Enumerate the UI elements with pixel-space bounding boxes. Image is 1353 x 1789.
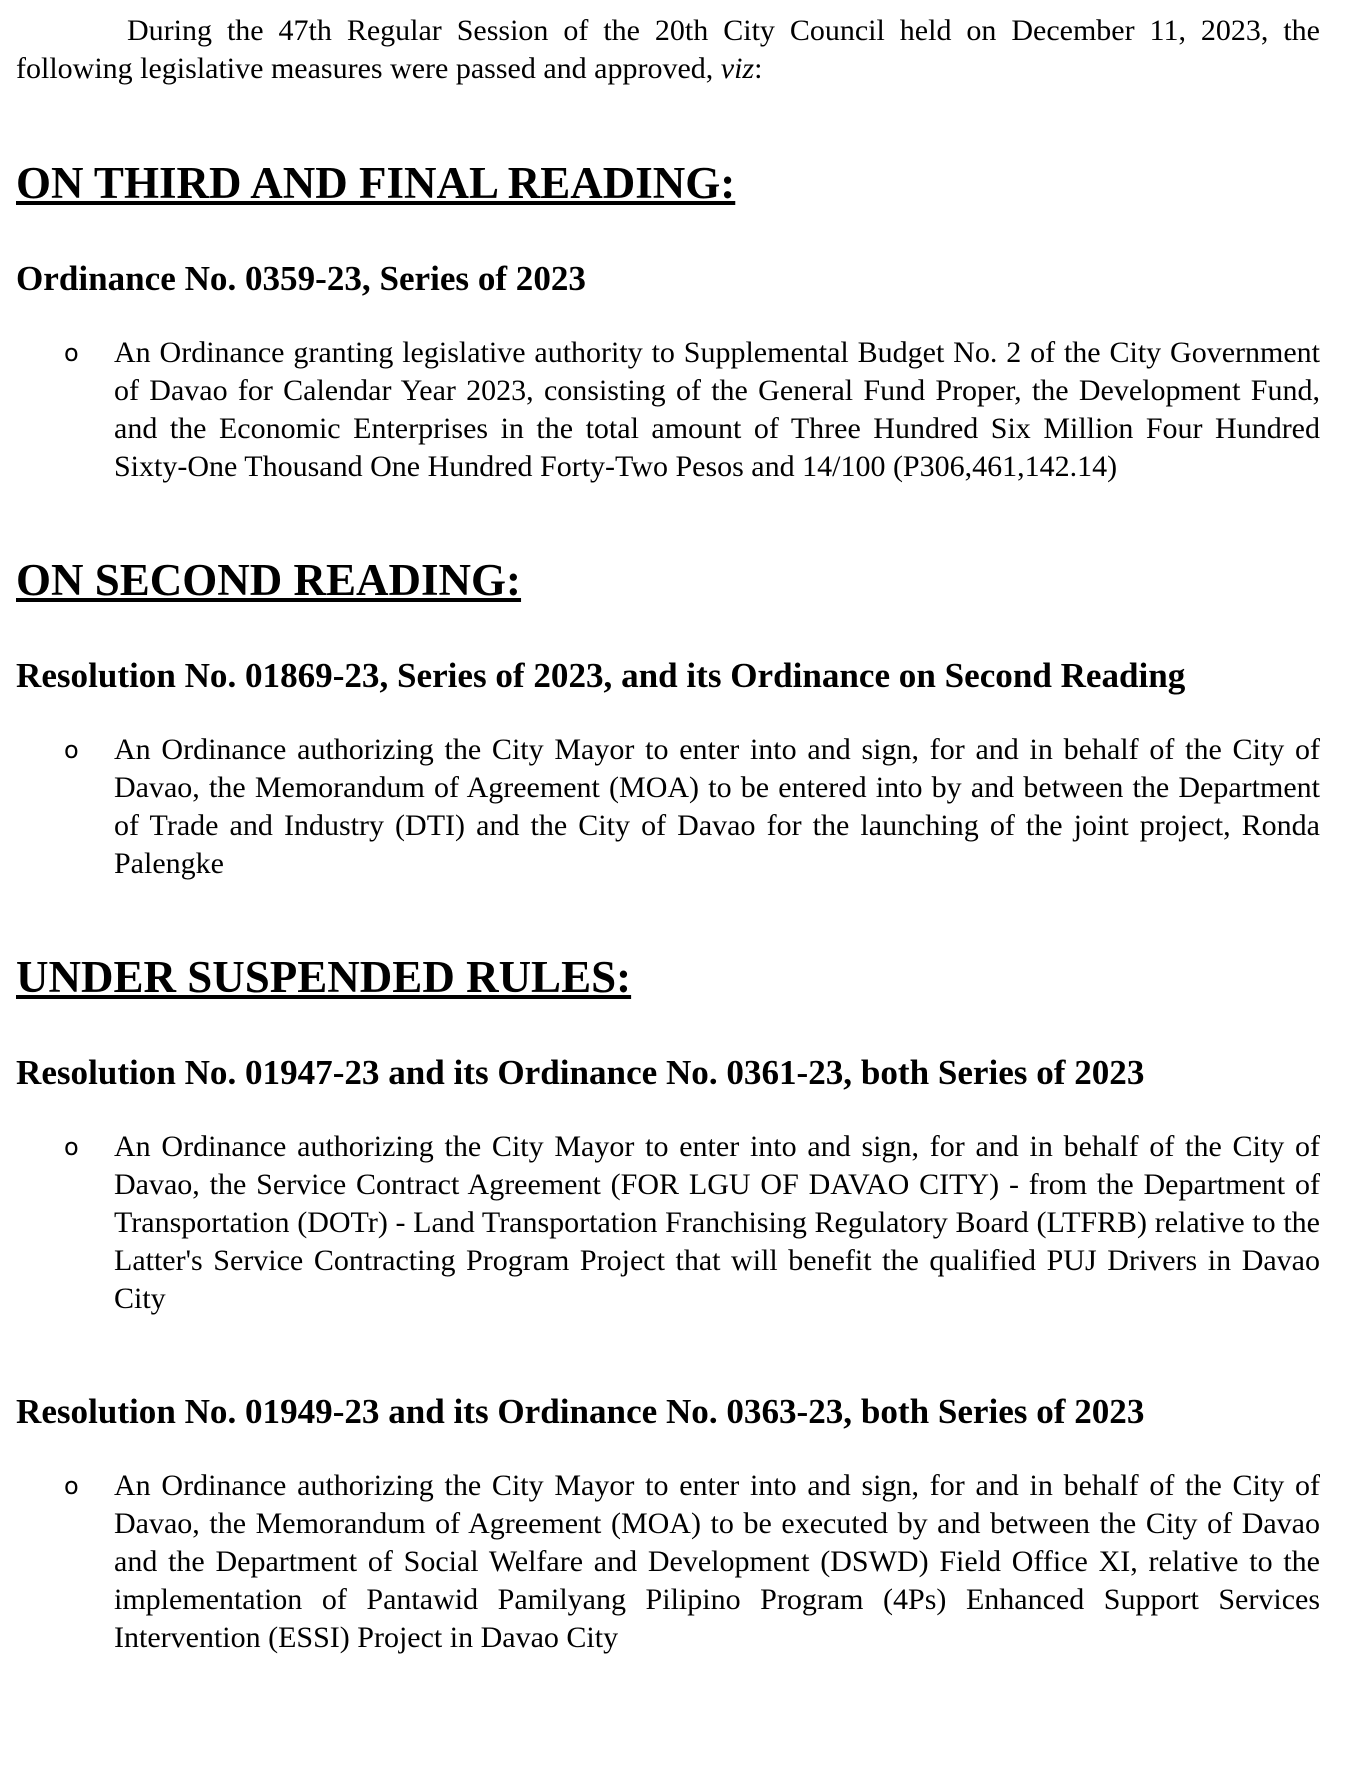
spacer <box>16 202 1320 260</box>
spacer <box>16 298 1320 334</box>
measure-text: An Ordinance authorizing the City Mayor to enter into and sign, for and in behalf of the City of Davao, the Memorandum of Agreement (MOA) to be executed by and between the City of Davao and the Department of Social Welfare and Development (DSWD) Field Office XI, relative to the implementation of Pantawid Pamilyang Pilipino Program (4Ps) Enhanced Support Services Intervention (ESSI) Project in Davao City <box>114 1469 1320 1654</box>
measure-description-ordinance-0359 <box>16 334 1320 486</box>
bullet-icon: o <box>64 339 79 367</box>
measure-title-ordinance-0359: Ordinance No. 0359-23, Series of 2023 <box>16 259 586 298</box>
spacer <box>16 996 1320 1054</box>
intro-paragraph <box>16 12 1320 88</box>
measure-description-resolution-01869 <box>16 731 1320 883</box>
spacer <box>16 599 1320 657</box>
spacer <box>16 486 1320 561</box>
measure-title-resolution-01949: Resolution No. 01949-23 and its Ordinance No. 0363-23, both Series of 2023 <box>16 1392 1145 1431</box>
measure-description-resolution-01949 <box>16 1467 1320 1657</box>
spacer <box>16 1318 1320 1393</box>
bullet-icon: o <box>64 1133 79 1161</box>
intro-text: During the 47th Regular Session of the 20th City Council held on December 11, 2023, the following legislative measures were passed and approved, <box>16 14 1320 85</box>
intro-viz: viz <box>720 52 755 85</box>
measure-text: An Ordinance granting legislative authority to Supplemental Budget No. 2 of the City Government of Davao for Calendar Year 2023, consisting of the General Fund Proper, the Development Fund, and the Economic Enterprises in the total amount of Three Hundred Six Million Four Hundred Sixty-One Thousand One Hundred Forty-Two Pesos and 14/100 (P306,461,142.14) <box>114 336 1320 483</box>
section-heading-third-reading: ON THIRD AND FINAL READING: <box>16 158 736 208</box>
section-heading-suspended-rules: UNDER SUSPENDED RULES: <box>16 952 632 1002</box>
bullet-icon: o <box>64 736 79 764</box>
spacer <box>16 883 1320 958</box>
spacer <box>16 1431 1320 1467</box>
measure-text: An Ordinance authorizing the City Mayor to enter into and sign, for and in behalf of the City of Davao, the Service Contract Agreement (FOR LGU OF DAVAO CITY) - from the Department of Transportation (DOTr) - Land Transportation Franchising Regulatory Board (LTFRB) relative to the Latter's Service Contracting Program Project that will benefit the qualified PUJ Drivers in Davao City <box>114 1130 1320 1315</box>
measure-description-resolution-01947 <box>16 1128 1320 1318</box>
spacer <box>16 695 1320 731</box>
section-heading-second-reading: ON SECOND READING: <box>16 555 522 605</box>
bullet-icon: o <box>64 1472 79 1500</box>
intro-suffix: : <box>754 52 763 85</box>
measure-title-resolution-01869: Resolution No. 01869-23, Series of 2023, and its Ordinance on Second Reading <box>16 656 1186 695</box>
measure-text: An Ordinance authorizing the City Mayor to enter into and sign, for and in behalf of the City of Davao, the Memorandum of Agreement (MOA) to be entered into by and between the Department of Trade and Industry (DTI) and the City of Davao for the launching of the joint project, Ronda Palengke <box>114 733 1320 880</box>
spacer <box>16 88 1320 164</box>
spacer <box>16 1092 1320 1128</box>
measure-title-resolution-01947: Resolution No. 01947-23 and its Ordinance No. 0361-23, both Series of 2023 <box>16 1053 1145 1092</box>
